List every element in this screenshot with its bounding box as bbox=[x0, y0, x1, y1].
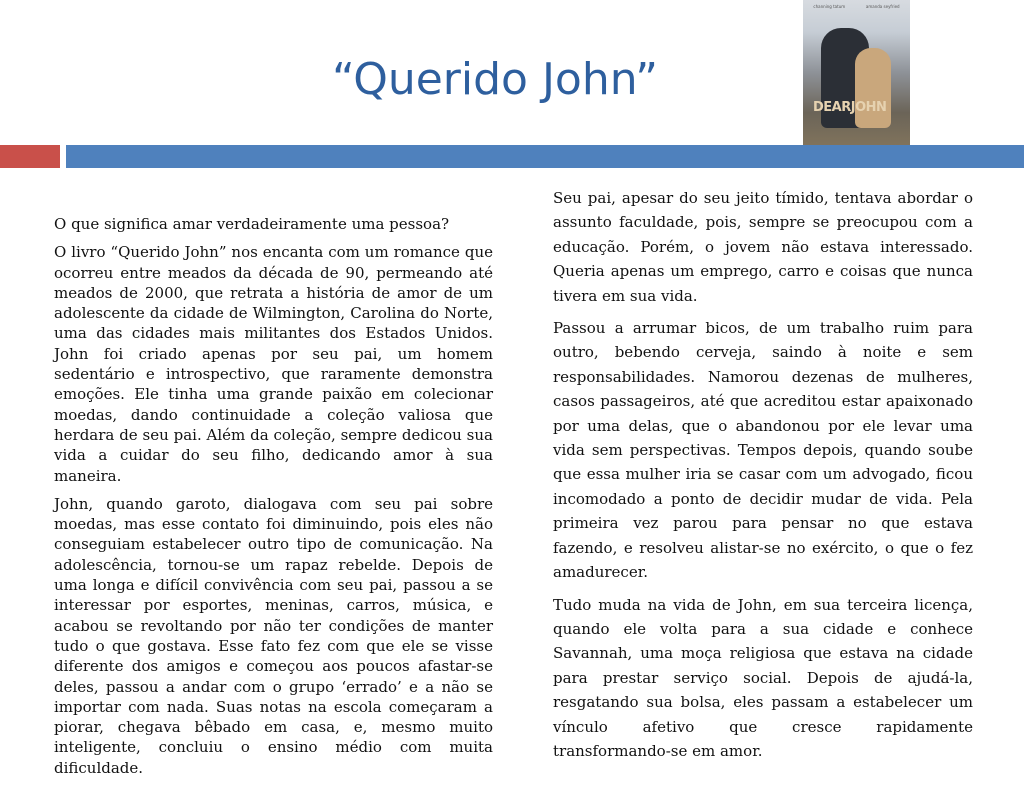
right-paragraph-2: Passou a arrumar bicos, de um trabalho ruim para outro, bebendo cerveja, saindo à noite e sem responsabilidades. Namorou dezenas de mulheres, casos passageiros, até que acreditou estar apaixonado por uma delas, que o abandonou por ele levar uma vida sem perspectivas. Tempos depois, quando soube que essa mulher iria se casar com um advogado, ficou incomodado a ponto de decidir mudar de vida. Pela primeira vez parou para pensar no que estava fazendo, e resolveu alistar-se no exército, o que o fez amadurecer. bbox=[553, 319, 973, 582]
poster-credit-right: amanda seyfried bbox=[865, 4, 900, 9]
left-paragraph-1: O livro “Querido John” nos encanta com um romance que ocorreu entre meados da década de 90, permeando até meados de 2000, que retrata a história de amor de um adolescente da cidade de Wilmington, Carolina do Norte, uma das cidades mais militantes dos Estados Unidos. John foi criado apenas por seu pai, um homem sedentário e introspectivo, que raramente demonstra emoções. Ele tinha uma grande paixão em colecionar moedas, dando continuidade a coleção valiosa que herdara de seu pai. Além da coleção, sempre dedicou sua vida a cuidar do seu filho, dedicando amor à sua maneira. bbox=[54, 243, 493, 485]
movie-poster-image bbox=[803, 0, 910, 161]
poster-logo-dear: DEAR bbox=[813, 100, 851, 115]
left-question: O que significa amar verdadeiramente uma pessoa? bbox=[54, 215, 450, 233]
slide-title: “Querido John” bbox=[331, 54, 659, 105]
left-paragraph-2: John, quando garoto, dialogava com seu pai sobre moedas, mas esse contato foi diminuindo, pois eles não conseguiam estabelecer outro tipo de comunicação. Na adolescência, tornou-se um rapaz rebelde. Depois de uma longa e difícil convivência com seu pai, passou a se interessar por esportes, meninas, carros, música, e acabou se revoltando por não ter condições de manter tudo o que gostava. Esse fato fez com que ele se visse diferente dos amigos e começou aos poucos afastar-se deles, passou a andar com o grupo ‘errado’ e a não se importar com nada. Suas notas na escola começaram a piorar, chegava bêbado em casa, e, mesmo muito inteligente, concluiu o ensino médio com muita dificuldade. bbox=[54, 494, 493, 777]
poster-credit-left: channing tatum bbox=[813, 4, 846, 9]
poster-logo-john: JOHN bbox=[850, 100, 887, 115]
accent-bar-red bbox=[0, 145, 60, 168]
poster-logo bbox=[813, 100, 886, 115]
poster-figure-woman bbox=[855, 48, 891, 128]
right-text-column bbox=[553, 186, 973, 771]
poster-credits bbox=[803, 4, 910, 9]
right-paragraph-1: Seu pai, apesar do seu jeito tímido, tentava abordar o assunto faculdade, pois, sempre se preocupou com a educação. Porém, o jovem não estava interessado. Queria apenas um emprego, carro e coisas que nunca tivera em sua vida. bbox=[553, 189, 973, 305]
right-paragraph-3: Tudo muda na vida de John, em sua terceira licença, quando ele volta para a sua cidade e conhece Savannah, uma moça religiosa que estava na cidade para prestar serviço social. Depois de ajudá-la, resgatando sua bolsa, eles passam a estabelecer um vínculo afetivo que cresce rapidamente transformando-se em amor. bbox=[553, 595, 973, 760]
left-text-column bbox=[54, 214, 493, 786]
accent-bar-blue bbox=[66, 145, 1024, 168]
